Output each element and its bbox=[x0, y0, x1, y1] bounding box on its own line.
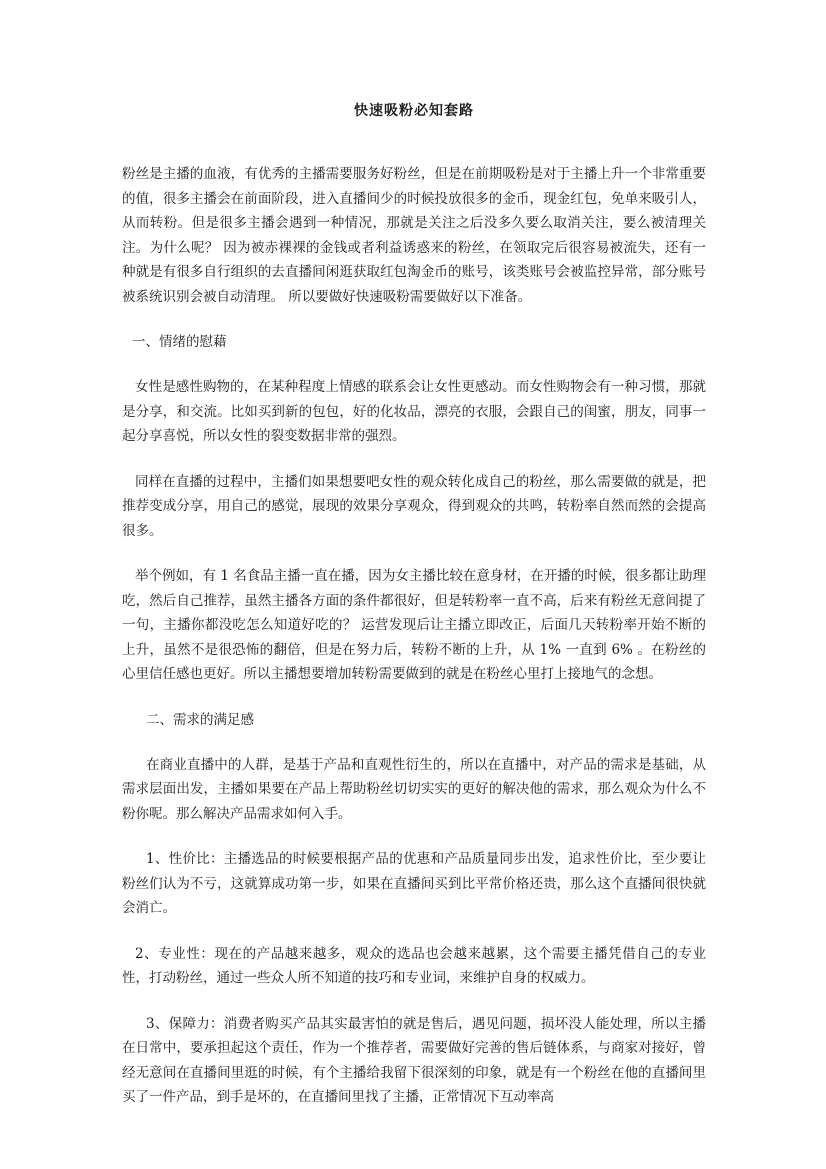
paragraph: 女性是感性购物的，在某种程度上情感的联系会让女性更感动。而女性购物会有一种习惯，那就是分享，和交流。比如买到新的包包，好的化妆品，漂亮的衣服，会跟自己的闺蜜，朋友，同事一起分享喜悦，所以女性的裂变数据非常的强烈。 bbox=[122, 379, 706, 444]
document-title: 快速吸粉必知套路 bbox=[354, 103, 474, 119]
paragraph: 在商业直播中的人群，是基于产品和直观性衍生的，所以在直播中，对产品的需求是基础，从需求层面出发，主播如果要在产品上帮助粉丝切切实实的更好的解决他的需求，那么观众为什么不粉你呢。那么解决产品需求如何入手。 bbox=[122, 756, 706, 822]
section-heading-2: 二、需求的满足感 bbox=[146, 711, 254, 728]
list-item-value: 1、性价比：主播选品的时候要根据产品的优惠和产品质量同步出发，追求性价比，至少要让粉丝们认为不亏，这就算成功第一步，如果在直播间买到比平常价格还贵，那么这个直播间很快就会消亡。 bbox=[122, 851, 706, 916]
paragraph: 同样在直播的过程中，主播们如果想要吧女性的观众转化成自己的粉丝，那么需要做的就是，把推荐变成分享，用自己的感觉，展现的效果分享观众，得到观众的共鸣，转粉率自然而然的会提高很多。 bbox=[122, 473, 706, 539]
paragraph-intro: 粉丝是主播的血液，有优秀的主播需要服务好粉丝，但是在前期吸粉是对于主播上升一个非常重要的值，很多主播会在前面阶段，进入直播间少的时候投放很多的金币，现金红包，免单来吸引人，从而转粉。但是很多主播会遇到一种情况，那就是关注之后没多久要么取消关注，要么被清理关注。为什么呢？ 因为被赤裸裸的金钱或者利益诱惑来的粉丝，在领取完后很容易被流失，还有一种就是有很多自行组织的去直播间闲逛获取红包淘金币的账号，该类账号会被监控异常，部分账号被系统识别会被自动清理。 所以要做好快速吸粉需要做好以下准备。 bbox=[122, 166, 706, 305]
list-item-professional: 2、专业性：现在的产品越来越多，观众的选品也会越来越累，这个需要主播凭借自己的专业性，打动粉丝，通过一些众人所不知道的技巧和专业词，来维护自身的权威力。 bbox=[122, 945, 706, 986]
list-item-guarantee: 3、保障力：消费者购买产品其实最害怕的就是售后，遇见问题，损坏没人能处理，所以主播在日常中，要承担起这个责任，作为一个推荐者，需要做好完善的售后链体系，与商家对接好，曾经无意间在直播间里逛的时候，有个主播给我留下很深刻的印象，就是有一个粉丝在他的直播间里买了一件产品，到手是坏的，在直播间里找了主播，正常情况下互动率高 bbox=[122, 1015, 706, 1105]
section-heading-1: 一、情绪的慰藉 bbox=[132, 334, 227, 350]
paragraph: 举个例如，有 1 名食品主播一直在播，因为女主播比较在意身材，在开播的时候，很多都让助理吃，然后自己推荐，虽然主播各方面的条件都很好，但是转粉率一直不高，后来有粉丝无意间提了一句，主播你都没吃怎么知道好吃的？ 运营发现后让主播立即改正，后面几天转粉率开始不断的上升，虽然不是很恐怖的翻倍，但是在努力后，转粉不断的上升，从 1% 一直到 6% 。在粉丝的心里信任感也更好。所以主播想要增加转粉需要做到的就是在粉丝心里打上接地气的念想。 bbox=[122, 568, 706, 682]
